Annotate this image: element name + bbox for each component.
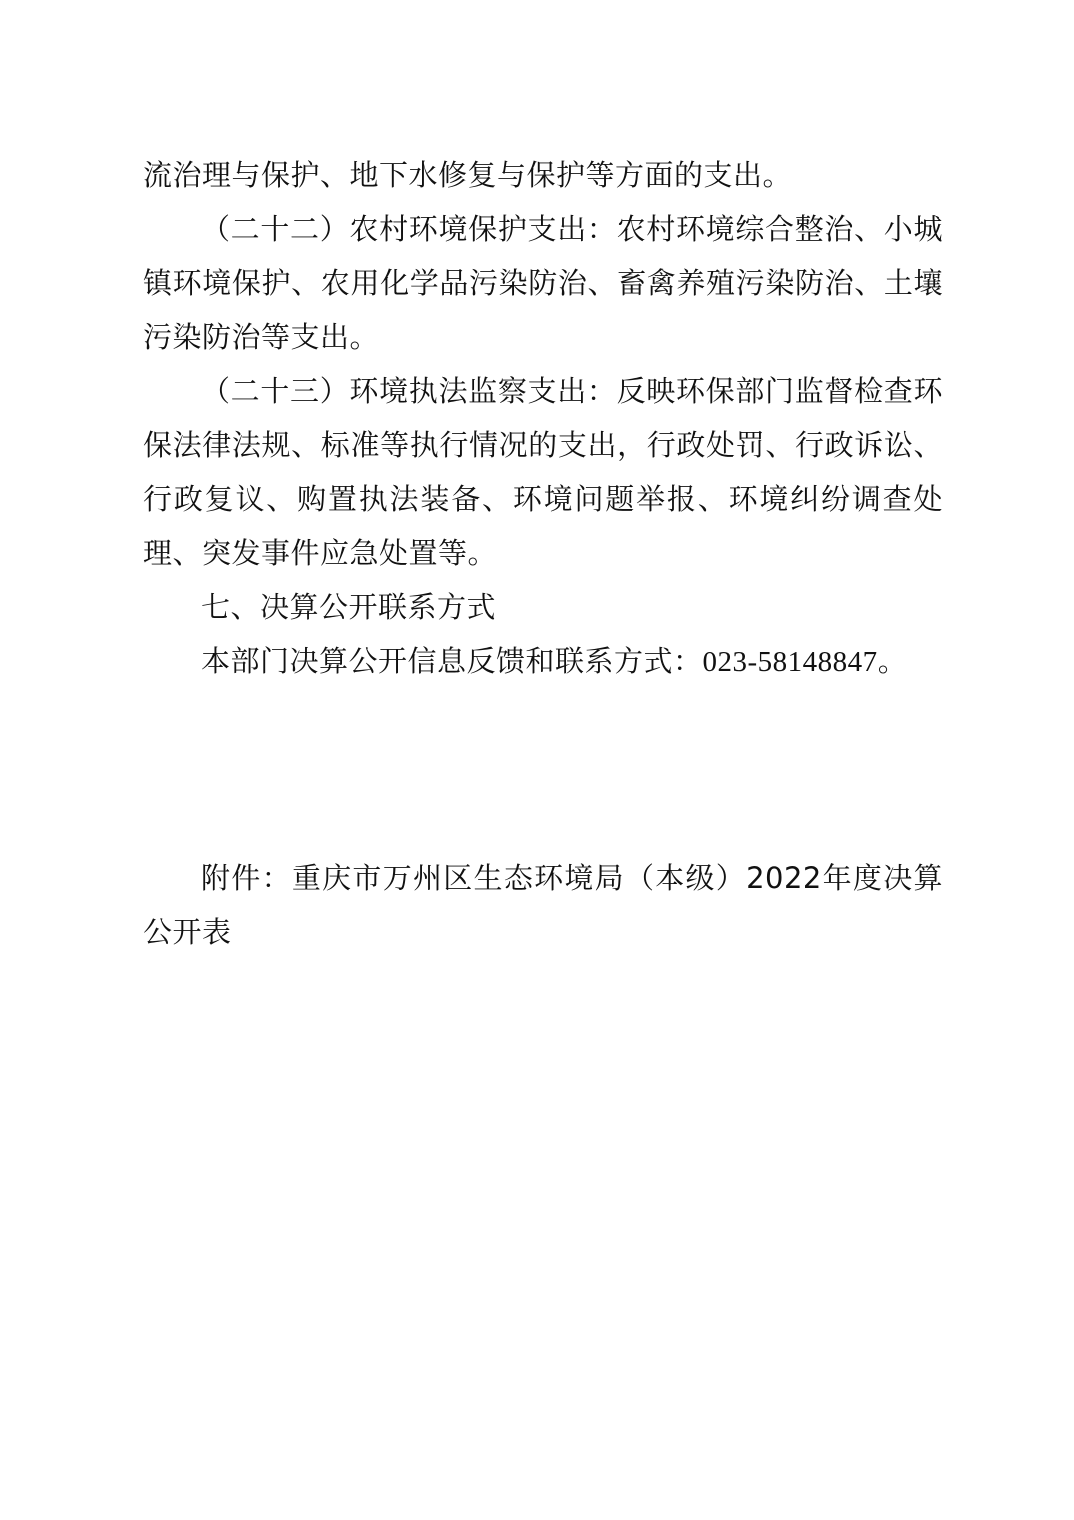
paragraph-enforcement: （二十三）环境执法监察支出：反映环保部门监督检查环保法律法规、标准等执行情况的支出，行政处罚、行政诉讼、行政复议、购置执法装备、环境问题举报、环境纠纷调查处理、突发事件应急处置等。 [143,374,943,570]
spacer [143,689,943,851]
contact-number: 023-58148847 [702,646,878,678]
contact-label: 本部门决算公开信息反馈和联系方式： [201,644,703,678]
section-title-contact: 七、决算公开联系方式 [201,590,497,624]
paragraph-continuation: 流治理与保护、地下水修复与保护等方面的支出。 [143,158,793,192]
contact-end: 。 [877,644,908,678]
paragraph-contact [143,634,943,689]
paragraph-rural-environment: （二十二）农村环境保护支出：农村环境综合整治、小城镇环境保护、农用化学品污染防治、畜禽养殖污染防治、土壤污染防治等支出。 [143,212,943,354]
document-body [143,148,943,959]
attachment-note: 附件：重庆市万州区生态环境局（本级）2022年度决算公开表 [143,861,943,949]
